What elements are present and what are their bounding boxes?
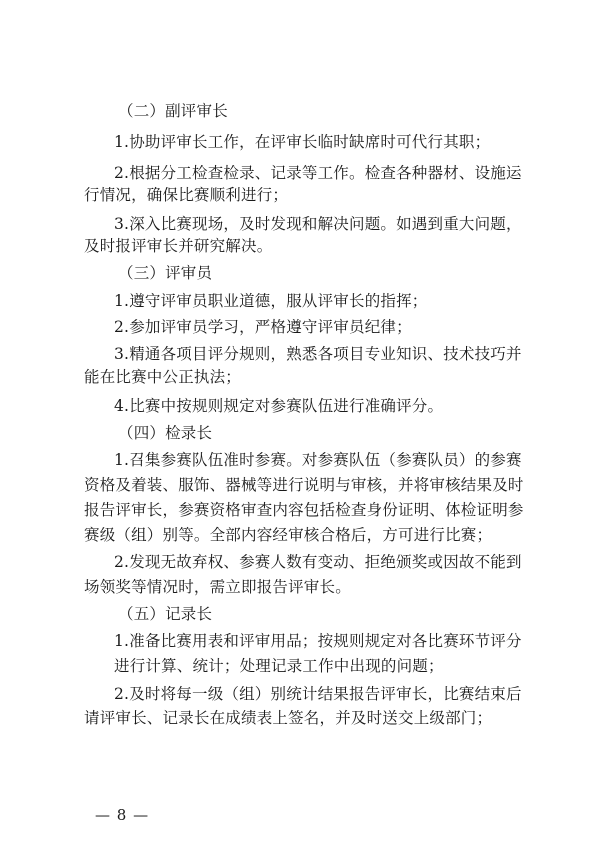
section-heading: （二）副评审长 <box>118 102 228 120</box>
section-heading: （五）记录长 <box>118 605 213 623</box>
section-heading: （三）评审员 <box>118 264 213 282</box>
paragraph-line: 3.深入比赛现场，及时发现和解决问题。如遇到重大问题， <box>114 215 522 233</box>
paragraph-line: 1.准备比赛用表和评审用品；按规则规定对各比赛环节评分 <box>114 632 522 650</box>
paragraph-line: 1.召集参赛队伍准时参赛。对参赛队伍（参赛队员）的参赛 <box>114 451 522 469</box>
paragraph-line: 赛级（组）别等。全部内容经审核合格后，方可进行比赛； <box>84 526 493 544</box>
paragraph-line: 场领奖等情况时，需立即报告评审长。 <box>84 578 351 596</box>
paragraph-line: 4.比赛中按规则规定对参赛队伍进行准确评分。 <box>114 397 444 415</box>
paragraph-line: 2.参加评审员学习，严格遵守评审员纪律； <box>114 318 412 336</box>
paragraph-line: 请评审长、记录长在成绩表上签名，并及时送交上级部门； <box>84 709 493 727</box>
paragraph-line: 1.协助评审长工作，在评审长临时缺席时可代行其职； <box>114 133 491 151</box>
paragraph-line: 3.精通各项目评分规则，熟悉各项目专业知识、技术技巧并 <box>114 345 522 363</box>
paragraph-line: 报告评审长，参赛资格审查内容包括检查身份证明、体检证明参 <box>84 501 524 519</box>
paragraph-line: 2.根据分工检查检录、记录等工作。检查各种器材、设施运 <box>114 164 522 182</box>
paragraph-line: 资格及着装、服饰、器械等进行说明与审核，并将审核结果及时 <box>84 476 524 494</box>
paragraph-line: 行情况，确保比赛顺利进行； <box>84 186 289 204</box>
paragraph-line: 2.及时将每一级（组）别统计结果报告评审长，比赛结束后 <box>114 685 522 703</box>
paragraph-line: 2.发现无故弃权、参赛人数有变动、拒绝颁奖或因故不能到 <box>114 553 522 571</box>
paragraph-line: 及时报评审长并研究解决。 <box>84 237 273 255</box>
section-heading: （四）检录长 <box>118 424 213 442</box>
paragraph-line: 进行计算、统计；处理记录工作中出现的问题； <box>114 657 444 675</box>
paragraph-line: 1.遵守评审员职业道德，服从评审长的指挥； <box>114 292 428 310</box>
paragraph-line: 能在比赛中公正执法； <box>84 368 242 386</box>
page-number: — 8 — <box>95 806 150 824</box>
